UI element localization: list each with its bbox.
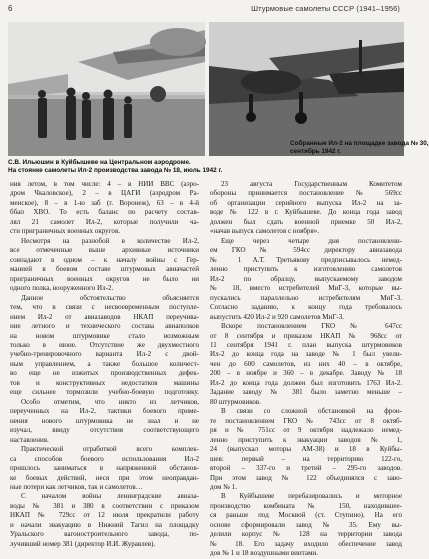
text-line: учебно-тренировочного варианта Ил-2 с двой-: [10, 350, 199, 359]
caption-line: Собранные Ил-2 на площадке завода № 30,: [290, 140, 429, 147]
text-line: еще сильнее тормозили учебно-боевую подготовку.: [10, 388, 199, 397]
text-line: манией в боевом составе штурмовых авиачастей: [10, 265, 199, 274]
text-line: наставления.: [10, 435, 49, 444]
page-number: 6: [8, 4, 13, 13]
text-line: ние летного и технического состава авиаполков: [10, 322, 199, 331]
text-line: 24 (выпускал моторы АМ-38) и 18 в Куйбы-: [210, 445, 402, 454]
text-line: лучивший номер 381 (директор И.И. Журавлев).: [10, 539, 156, 548]
text-line: ем ГКО № 594сс директору авиазавода: [210, 246, 402, 255]
text-line: лял 21 самолет Ил-2, которые получили ча-: [10, 217, 199, 226]
text-line: Задание заводу № 381 было заметно меньше –: [210, 388, 402, 397]
text-line: Ил-2 до конца года должен был изготовить 1763 Ил-2.: [210, 378, 402, 387]
text-line: выпустить 420 Ил-2 и 920 самолетов МиГ-3.: [210, 312, 345, 321]
caption-line: сентябрь 1942 г.: [290, 148, 342, 155]
text-line: № 18, вместо истребителей МиГ-3, которые вы-: [210, 284, 402, 293]
text-line: 23 августа Государственным Комитетом: [221, 180, 402, 188]
text-line: При этом завод № 122 объединялся с заво-: [210, 473, 402, 482]
text-line: ке боевых действий, неся при этом неоправдан-: [10, 473, 199, 482]
text-line: са способов боевого использования Ил-2: [10, 454, 199, 463]
text-line: Вскоре постановлением ГКО № 647сс: [221, 322, 402, 331]
text-line: воды № 381 и 380 в соответствии с приказом: [10, 501, 199, 510]
text-line: совпадают в одном – к началу войны с Гер-: [10, 255, 199, 264]
text-line: пускались параллельно истребителям МиГ-3.: [210, 293, 402, 302]
text-line: шев: первый – на территорию 122-го,: [210, 454, 402, 463]
text-line: тов и конструктивных недостатков машины: [10, 378, 199, 387]
text-line: Ил-2 до конца года на заводе № 1 был увели-: [210, 350, 402, 359]
text-line: ные потери как летчиков, так и самолетов…: [10, 483, 143, 491]
text-column-left: [10, 180, 199, 549]
text-line: 200 – в ноябре и 360 – в декабре. Заводу № 18: [210, 369, 402, 378]
text-line: ббап ХВО. То есть баланс по расчету состав-: [10, 208, 199, 217]
text-line: во еще не изжитых производственных дефек-: [10, 369, 199, 378]
photo-il2-assembly: [209, 22, 429, 156]
text-line: второй – 337-го и третий – 295-го заводов.: [210, 464, 402, 473]
text-line: основе сформировали завод № 35. Ему вы-: [210, 520, 402, 529]
page-header: [0, 0, 410, 18]
text-line: сти приграничных военных округов.: [10, 227, 121, 236]
text-line: пришлось заниматься в напряженной обстанов-: [10, 464, 199, 473]
text-line: № 18. Его задачу входило обеспечение завод: [210, 539, 402, 548]
text-line: производство комбината № 150, находившее-: [210, 501, 402, 510]
text-column-right: [210, 180, 402, 559]
text-line: 80 штурмовиков.: [210, 397, 261, 406]
text-line: чен до 600 самолетов, из них 40 – в октябре,: [210, 359, 402, 368]
text-line: от 8 сентября и приказом НКАП № 968сс от: [210, 331, 402, 340]
text-line: нения нового штурмовика не знал и не: [10, 416, 199, 425]
text-line: только в июне. Отсутствие же двухместного: [10, 340, 199, 349]
text-line: ния летом, в том числе: 4 – в НИИ ВВС (аэро-: [10, 180, 199, 188]
photo-caption-2: [290, 140, 429, 156]
text-line: дром Чкаловское), 2 – в ЦАГИ (аэродром Ра-: [10, 189, 199, 198]
text-line: ленно приступить к изготовлению самолетов: [210, 265, 402, 274]
text-line: «начав выпуск самолетов с ноября».: [210, 227, 319, 236]
text-line: С началом войны ленинградские авиаза-: [21, 492, 199, 501]
caption-line: На стоянке самолеты Ил-2 производства завода № 18, июль 1942 г.: [8, 167, 223, 174]
text-line: приграничных военных округов не было ни: [10, 274, 199, 283]
text-line: Несмотря на разнобой в количестве Ил-2,: [21, 236, 199, 245]
photo-caption-1: [8, 159, 223, 175]
text-line: ся раньше под Москвой (ст. Ступино). На его: [210, 511, 402, 520]
text-line: те постановлением ГКО № 743сс от 8 октяб-: [210, 416, 402, 425]
text-line: изучал, ввиду отсутствия соответствующего: [10, 426, 199, 435]
text-line: на новом штурмовике стало возможным: [10, 331, 199, 340]
text-line: переученных на Ил-2, тактики боевого приме-: [10, 407, 199, 416]
text-line: одного полка, вооруженного Ил-2.: [10, 284, 114, 293]
text-line: ря и № 751сс от 9 октября надлежало немед-: [210, 426, 402, 435]
text-line: все отмеченные выше архивные источники: [10, 246, 199, 255]
text-line: нием Ил-2 от авиазаводов НКАП переучива-: [10, 312, 199, 321]
text-line: 11 сентября 1941 г. план выпуска штурмовиков: [210, 340, 402, 349]
text-line: дом № 1.: [210, 483, 237, 491]
text-line: Практической отработкой всего комплек-: [21, 445, 199, 454]
text-line: ленно приступить к эвакуации заводов № 1,: [210, 435, 402, 444]
caption-line: С.В. Ильюшин в Куйбышеве на Центральном аэродроме.: [8, 159, 191, 166]
photo-ilyushin-airfield: [8, 22, 205, 156]
text-line: обороны принимается постановление № 569сс: [210, 189, 402, 198]
text-line: дов № 1 и 18 воздушными винтами.: [210, 549, 318, 558]
text-line: Ил-2 по образцу, выпускаемому заводом: [210, 274, 402, 283]
text-line: НКАП № 729сс от 12 июля прекратили работу: [10, 511, 199, 520]
text-line: № 1 А.Т. Третьякову предписывалось немед-: [210, 255, 402, 264]
text-line: В связи со сложной обстановкой на фрон-: [221, 407, 402, 416]
text-line: менское), 8 – в 1-ю заб (г. Воронеж), 63 – в 4-й: [10, 198, 199, 207]
text-line: об организации серийного выпуска Ил-2 на за-: [210, 198, 402, 207]
text-line: делили корпус № 128 на территории завода: [210, 530, 402, 539]
text-line: должен был сдать военной приемке 50 Ил-2,: [210, 217, 402, 226]
text-line: Еще через четыре дня постановлени-: [221, 236, 402, 245]
text-line: тем, что в связи с несвоевременным поступле-: [10, 303, 199, 312]
text-line: Согласно заданию, к концу года требовалось: [210, 303, 402, 312]
running-title: Штурмовые самолеты СССР (1941–1956): [251, 4, 400, 13]
text-line: В Куйбышеве перебазировались и моторное: [221, 492, 402, 501]
text-line: и начали эвакуацию в Нижний Тагил на площадку: [10, 520, 199, 529]
text-line: воде № 122 в г. Куйбышеве. До конца года завод: [210, 208, 402, 217]
text-line: ным управлением, а также большое количест-: [10, 359, 199, 368]
text-line: Особо отметим, что никто из летчиков,: [21, 397, 199, 406]
text-line: Данное обстоятельство объясняется: [21, 293, 199, 302]
text-line: Уральского вагоностроительного завода, по-: [10, 530, 199, 539]
